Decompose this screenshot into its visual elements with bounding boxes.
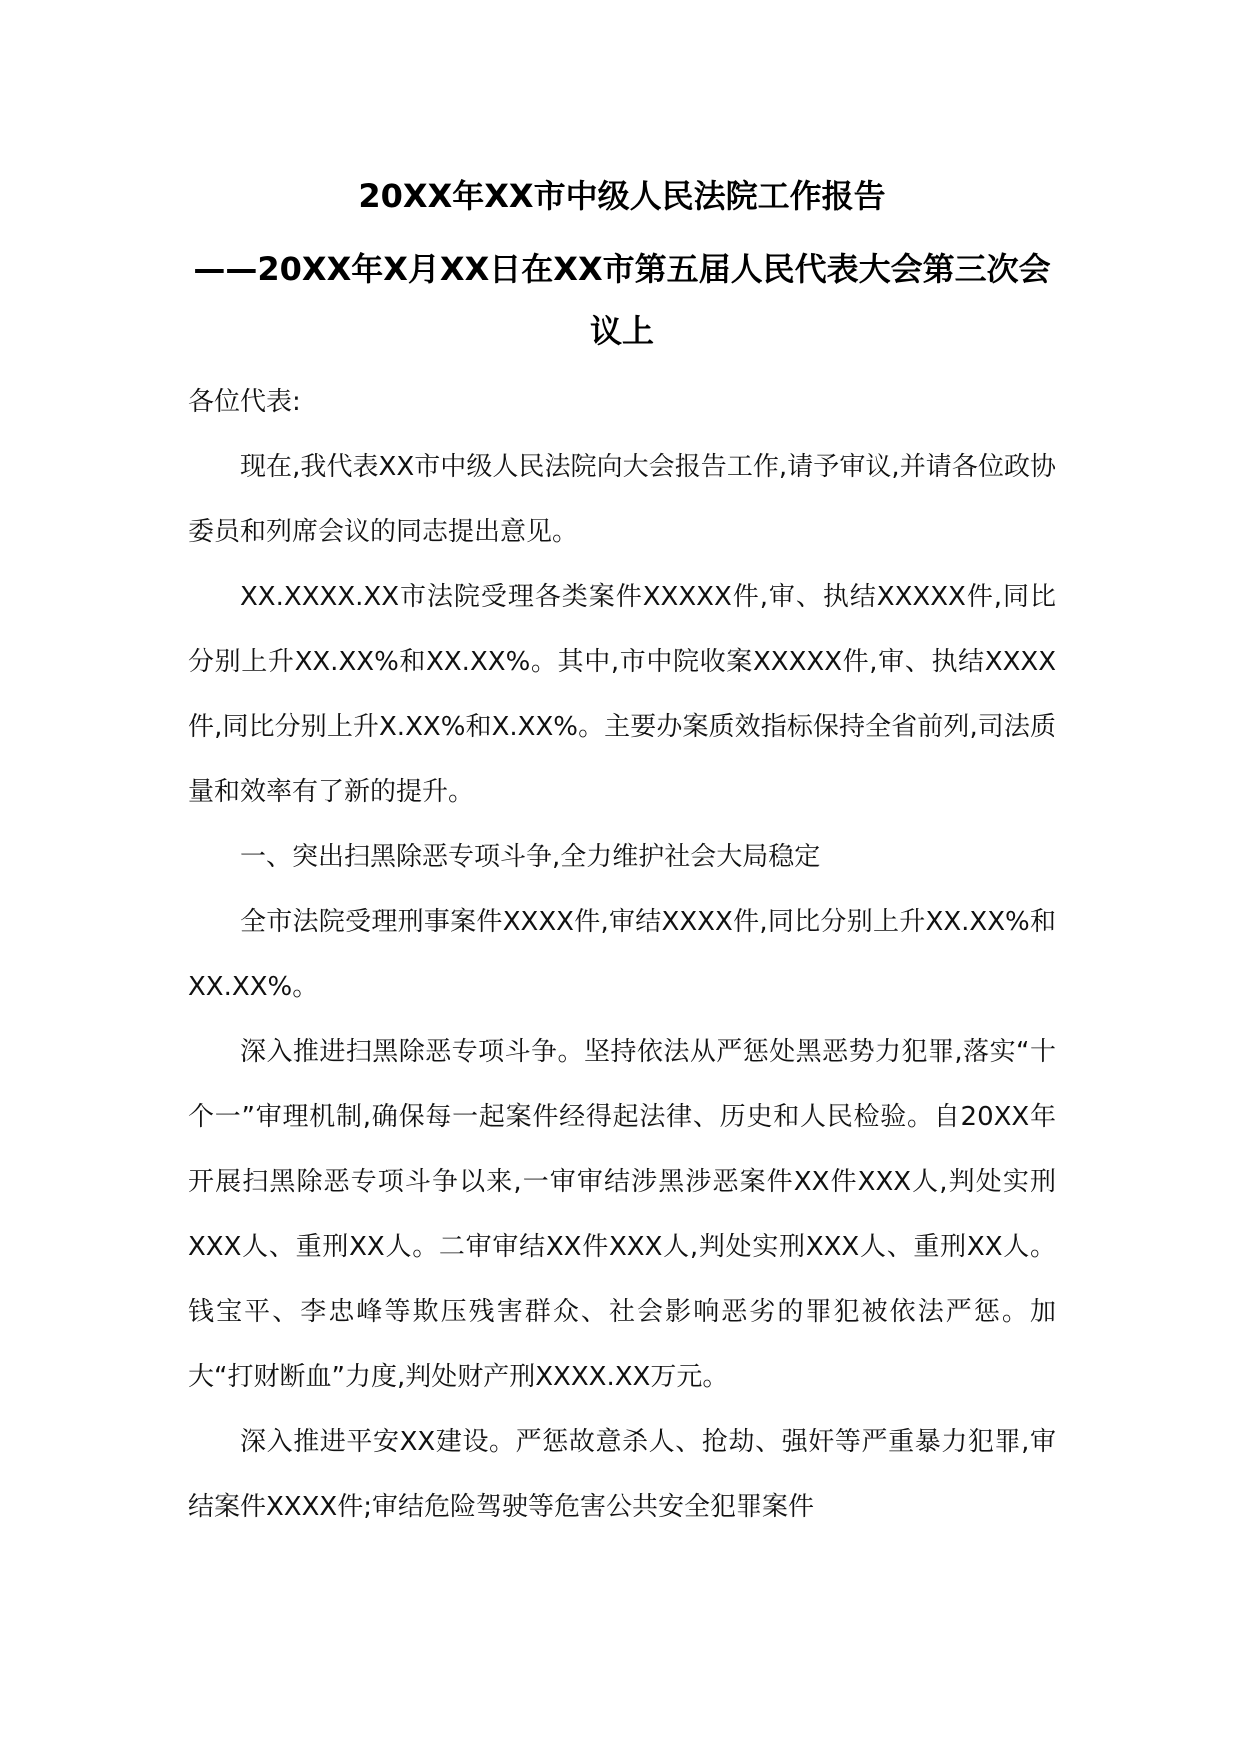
paragraph-case-statistics: XX.XXXX.XX市法院受理各类案件XXXXX件,审、执结XXXXX件,同比分别上升XX.XX%和XX.XX%。其中,市中院收案XXXXX件,审、执结XXXX件,同比分别上升X.XX%和X.XX%。主要办案质效指标保持全省前列,司法质量和效率有了新的提升。 — [188, 582, 1056, 807]
salutation: 各位代表: — [188, 387, 301, 417]
paragraph-intro: 现在,我代表XX市中级人民法院向大会报告工作,请予审议,并请各位政协委员和列席会议的同志提出意见。 — [188, 452, 1056, 547]
document-subtitle: ——20XX年X月XX日在XX市第五届人民代表大会第三次会议上 — [193, 250, 1051, 350]
document-title: 20XX年XX市中级人民法院工作报告 — [358, 177, 886, 215]
section-heading: 一、突出扫黑除恶专项斗争,全力维护社会大局稳定 — [240, 842, 821, 872]
paragraph-criminal-cases: 全市法院受理刑事案件XXXX件,审结XXXX件,同比分别上升XX.XX%和XX.XX%。 — [188, 907, 1056, 1002]
paragraph-anti-gang: 深入推进扫黑除恶专项斗争。坚持依法从严惩处黑恶势力犯罪,落实“十个一”审理机制,确保每一起案件经得起法律、历史和人民检验。自20XX年开展扫黑除恶专项斗争以来,一审审结涉黑涉恶案件XX件XXX人,判处实刑XXX人、重刑XX人。二审审结XX件XXX人,判处实刑XXX人、重刑XX人。钱宝平、李忠峰等欺压残害群众、社会影响恶劣的罪犯被依法严惩。加大“打财断血”力度,判处财产刑XXXX.XX万元。 — [188, 1037, 1056, 1392]
document-page — [188, 168, 1056, 1540]
paragraph-safe-city: 深入推进平安XX建设。严惩故意杀人、抢劫、强奸等严重暴力犯罪,审结案件XXXX件;审结危险驾驶等危害公共安全犯罪案件 — [188, 1427, 1056, 1522]
